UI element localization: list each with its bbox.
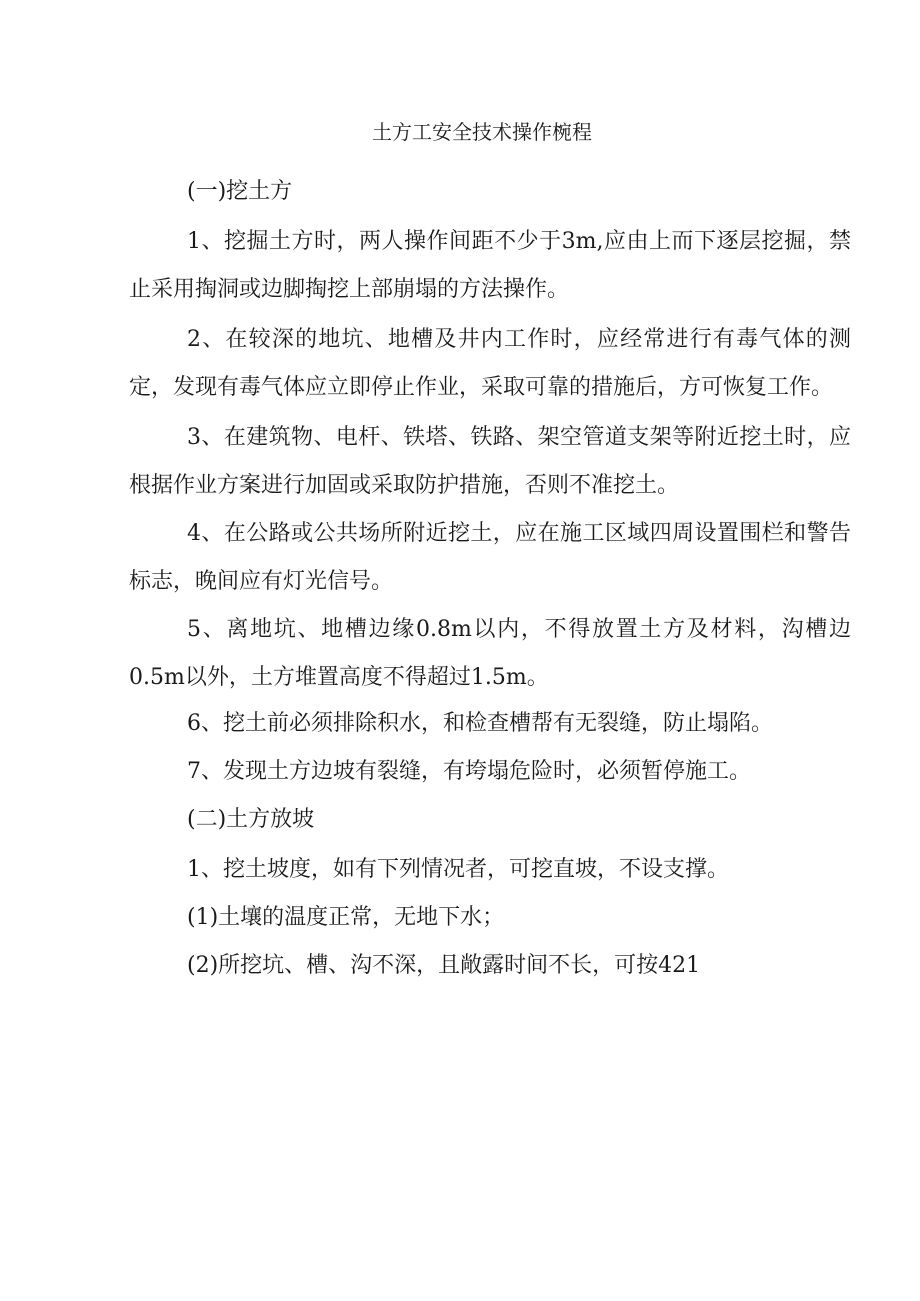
section-two-item-1: 1、挖土坡度，如有下列情况者，可挖直坡，不设支撑。 bbox=[187, 857, 729, 882]
section-one-item-5: 5、离地坑、地槽边缘0.8m以内，不得放置土方及材料，沟槽边0.5m以外，土方堆置高度不得超过1.5m。 bbox=[129, 617, 851, 690]
section-two-heading: (二)土方放坡 bbox=[187, 807, 315, 832]
section-one-heading: (一)挖土方 bbox=[187, 179, 293, 204]
section-one-item-4: 4、在公路或公共场所附近挖土，应在施工区域四周设置围栏和警告标志，晚间应有灯光信号。 bbox=[129, 521, 851, 594]
section-one-item-2: 2、在较深的地坑、地槽及井内工作时，应经常进行有毒气体的测定，发现有毒气体应立即停止作业，采取可靠的措施后，方可恢复工作。 bbox=[129, 327, 851, 400]
section-two-item-2: (1)土壤的温度正常，无地下水； bbox=[187, 905, 505, 930]
document-title: 土方工安全技术操作椀程 bbox=[372, 120, 592, 144]
section-two-item-3: (2)所挖坑、槽、沟不深，且敞露时间不长，可按421 bbox=[187, 953, 701, 978]
section-one-item-6: 6、挖土前必须排除积水，和检查槽帮有无裂缝，防止塌陷。 bbox=[187, 711, 773, 736]
section-one-item-3: 3、在建筑物、电杆、铁塔、铁路、架空管道支架等附近挖土时，应根据作业方案进行加固或采取防护措施，否则不准挖土。 bbox=[129, 425, 851, 498]
section-one-item-7: 7、发现土方边坡有裂缝，有垮塌危险时，必须暂停施工。 bbox=[187, 759, 751, 784]
section-one-item-1: 1、挖掘土方时，两人操作间距不少于3m,应由上而下逐层挖掘，禁止采用掏洞或边脚掏挖上部崩塌的方法操作。 bbox=[129, 229, 851, 302]
